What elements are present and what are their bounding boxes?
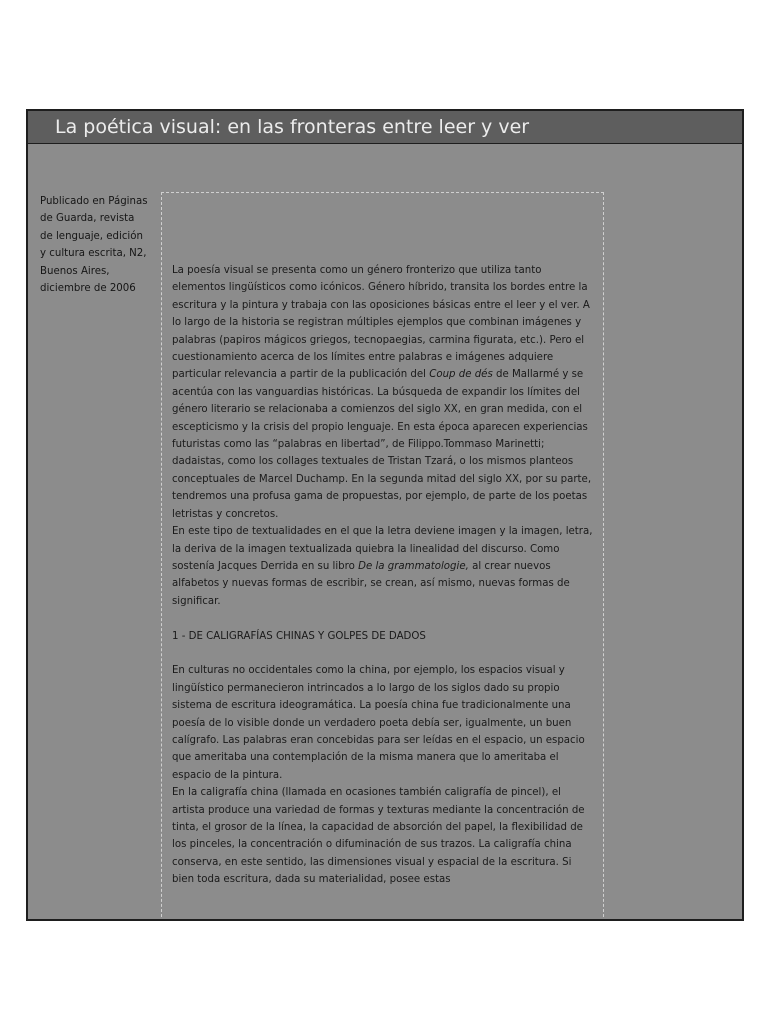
- section-heading: 1 - DE CALIGRAFÍAS CHINAS Y GOLPES DE DADOS: [172, 630, 426, 642]
- paragraph-intro-text-2: de Mallarmé y se acentúa con las vanguardias históricas. La búsqueda de expandir los límites del género literario se relacionaba a comienzos del siglo XX, en gran medida, con el escepticismo y la crisis del propio lenguaje. En esta época aparecen experiencias futuristas como las “palabras en libertad”, de Filippo.Tommaso Marinetti; dadaistas, como los collages textuales de Tristan Tzará, o los mismos planteos conceptuales de Marcel Duchamp. En la segunda mitad del siglo XX, por su parte, tendremos una profusa gama de propuestas, por ejemplo, de parte de los poetas letristas y concretos.: [172, 369, 592, 520]
- article-frame: [26, 109, 744, 921]
- title-bar: [28, 111, 742, 144]
- paragraph-derrida-text-2: al crear nuevos alfabetos y nuevas formas de escribir, se crean, así mismo, nuevas formas de significar.: [172, 560, 570, 607]
- paragraph-derrida: [172, 523, 595, 610]
- publication-note: Publicado en Páginas de Guarda, revista de lenguaje, edición y cultura escrita, N2, Buenos Aires, diciembre de 2006: [40, 196, 148, 295]
- paragraph-intro-text-1: La poesía visual se presenta como un género fronterizo que utiliza tanto elementos lingüísticos como icónicos. Género híbrido, transita los bordes entre la escritura y la pintura y trabaja con las oposiciones básicas entre el leer y el ver. A lo largo de la historia se registran múltiples ejemplos que combinan imágenes y palabras (papiros mágicos griegos, tecnopaegias, carmina figurata, etc.). Pero el cuestionamiento acerca de los límites entre palabras e imágenes adquiere particular relevancia a partir de la publicación del: [172, 265, 590, 381]
- paragraph-calligraphy: En la caligrafía china (llamada en ocasiones también caligrafía de pincel), el artista produce una variedad de formas y texturas mediante la concentración de tinta, el grosor de la línea, la capacidad de absorción del papel, la flexibilidad de los pinceles, la concentración o difuminación de sus trazos. La caligrafía china conserva, en este sentido, las dimensiones visual y espacial de la escritura. Si bien toda escritura, dada su materialidad, posee estas: [172, 787, 585, 886]
- coup-de-des-title: Coup de dés: [429, 369, 493, 381]
- paragraph-derrida-text-1: En este tipo de textualidades en el que la letra deviene imagen y la imagen, letra, la deriva de la imagen textualizada quiebra la linealidad del discurso. Como sostenía Jacques Derrida en su libro: [172, 526, 593, 572]
- paragraph-chinese-poetry: En culturas no occidentales como la china, por ejemplo, los espacios visual y lingüístico permanecieron intrincados a lo largo de los siglos dado su propio sistema de escritura ideogramática. La poesía china fue tradicionalmente una poesía de lo visible donde un verdadero poeta debía ser, igualmente, un buen calígrafo. Las palabras eran concebidas para ser leídas en el espacio, un espacio que ameritaba una contemplación de la misma manera que lo ameritaba el espacio de la pintura.: [172, 665, 585, 781]
- page-title: La poética visual: en las fronteras entre leer y ver: [55, 116, 530, 138]
- article-body: [161, 192, 604, 921]
- grammatologie-title: De la grammatologie,: [358, 560, 469, 572]
- paragraph-intro: [172, 262, 595, 523]
